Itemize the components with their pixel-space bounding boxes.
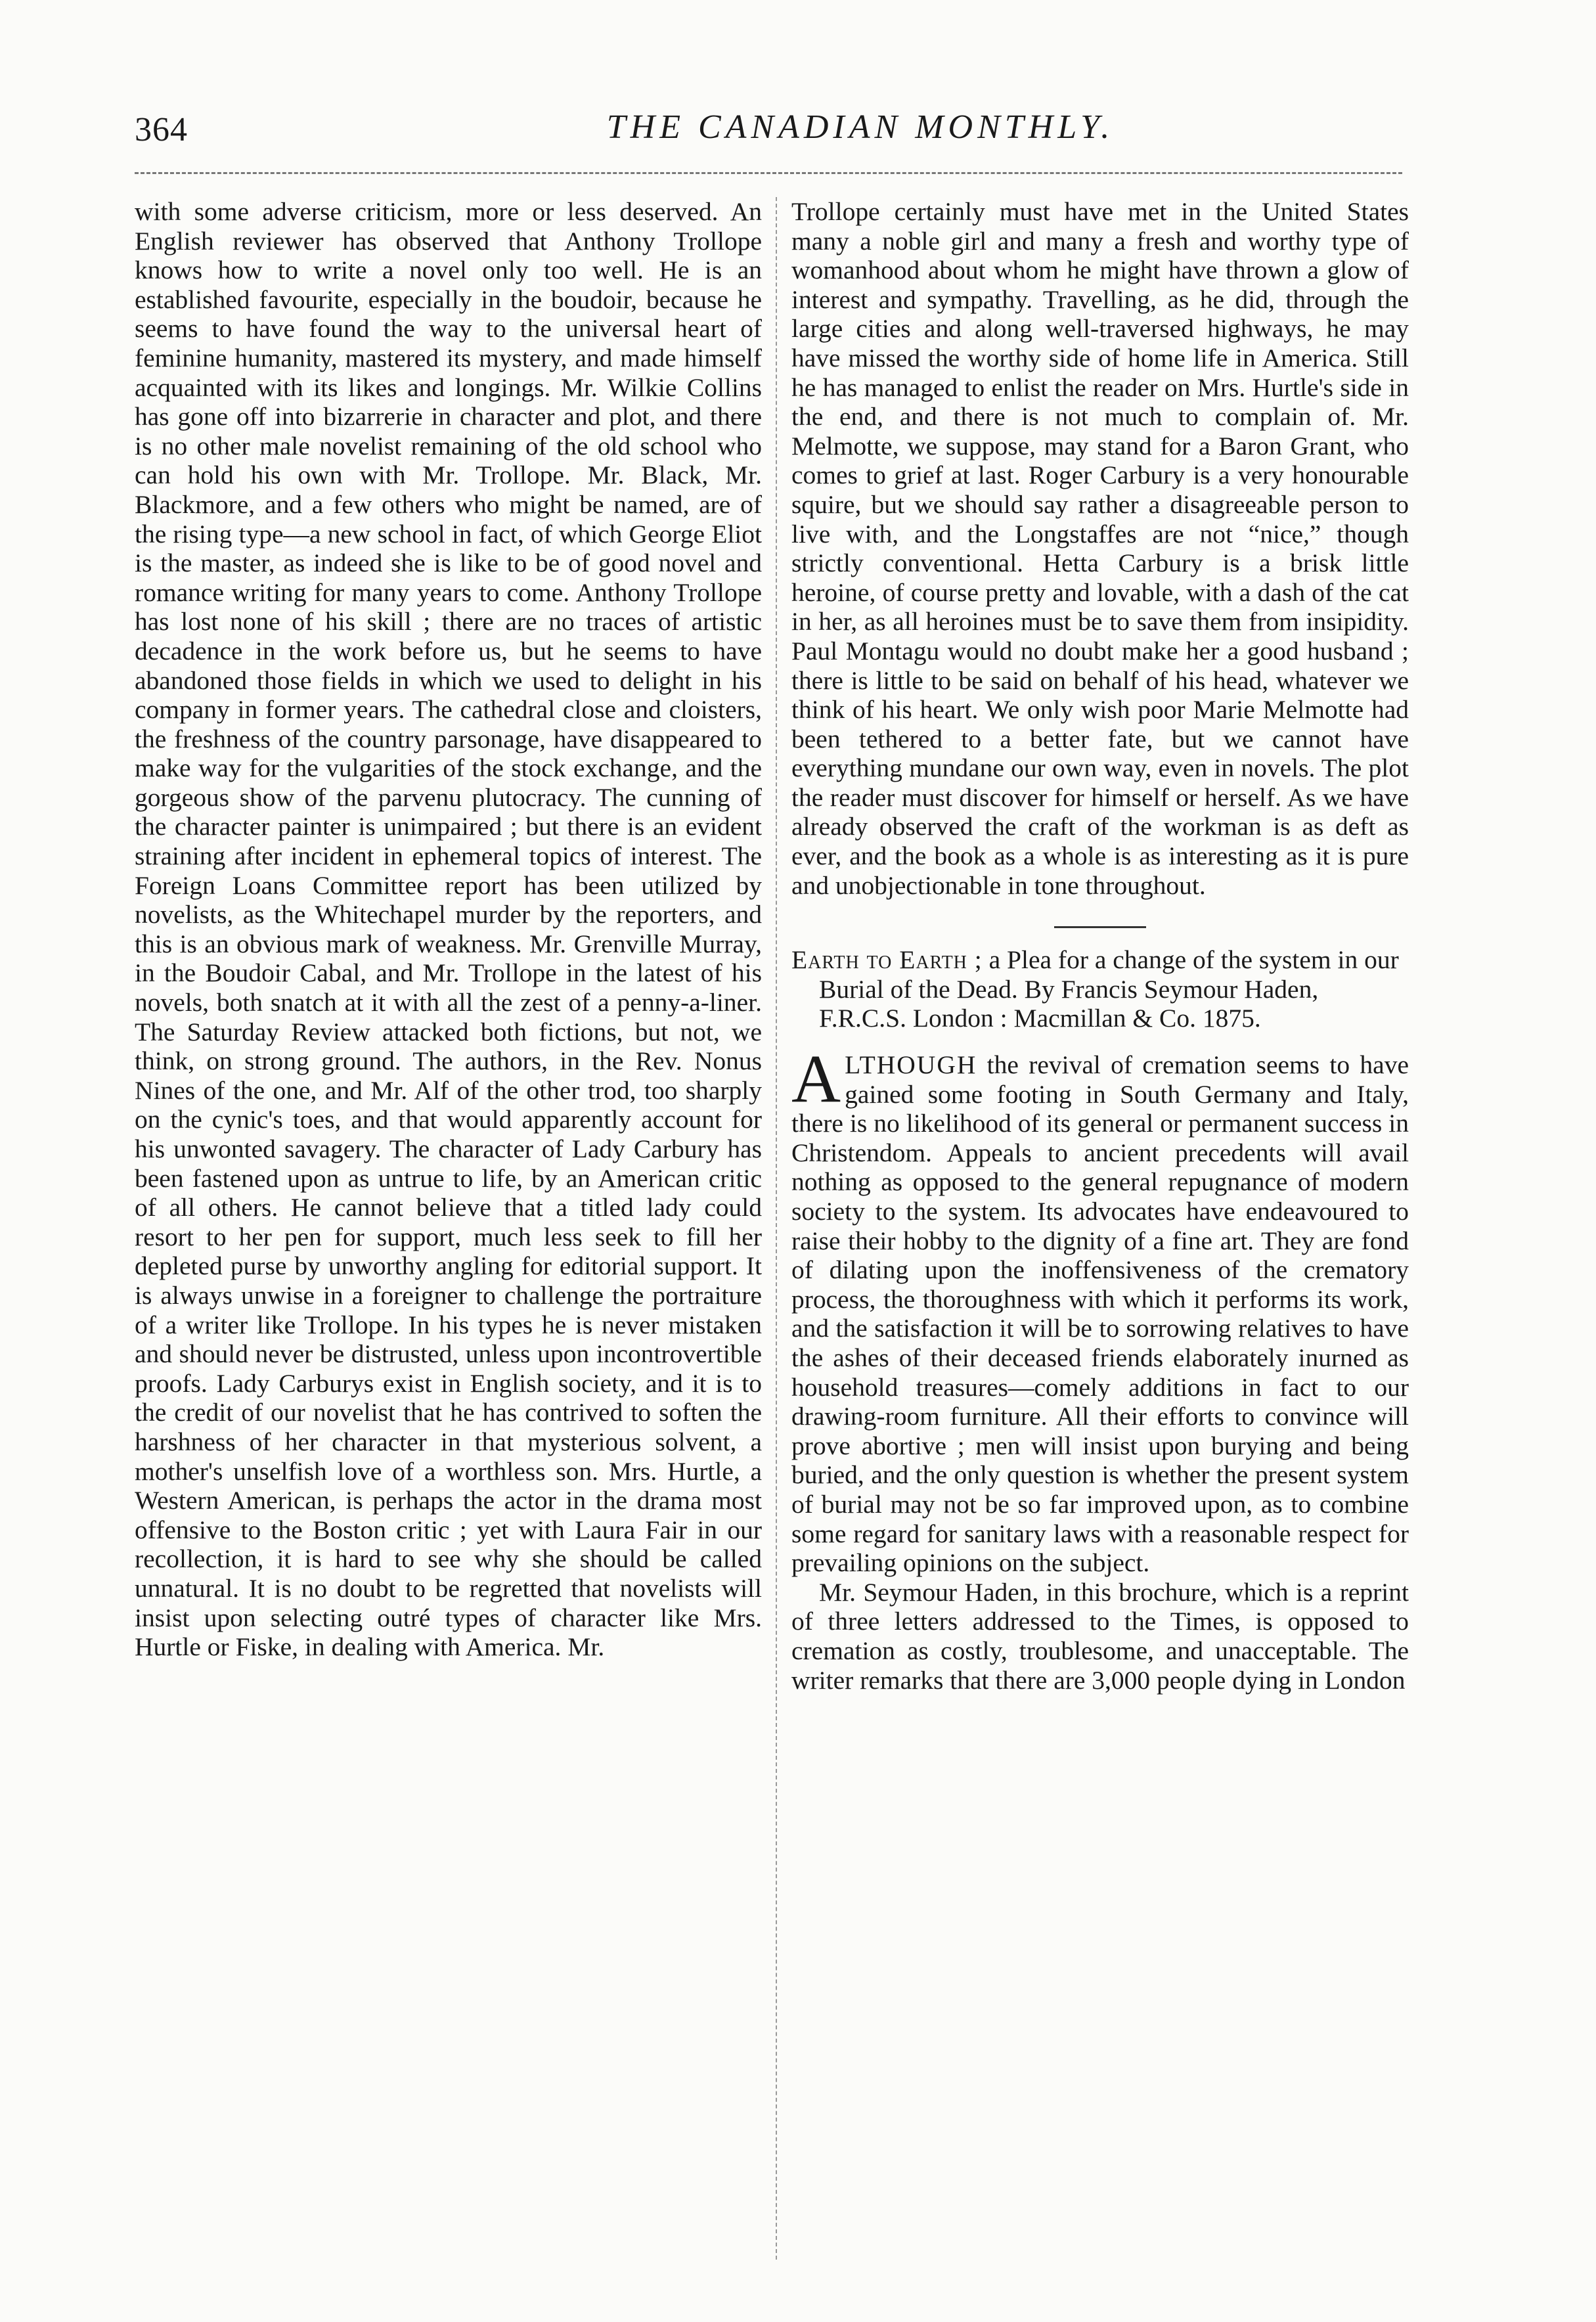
book-title-details: a Plea for a change of the system in our Burial of the Dead. By Francis Seymour Haden, F.R.C.S. London : Macmillan & Co. 1875. (819, 945, 1399, 1033)
drop-cap: A (791, 1041, 841, 1117)
lead-in-caps: LTHOUGH (845, 1050, 977, 1080)
review-paragraph: Mr. Seymour Haden, in this brochure, which is a reprint of three letters addressed to the Times, is opposed to cremation as costly, troublesome, and unacceptable. The writer remarks that there are 3,000 people dying in London (791, 1577, 1409, 1695)
page-number: 364 (135, 111, 188, 148)
left-column (135, 197, 762, 2260)
review-conclusion-paragraph: Trollope certainly must have met in the United States many a noble girl and many a fresh and worthy type of womanhood about whom he might have thrown a glow of interest and sympathy. Travelling, as he did, through the large cities and along well-traversed highways, he may have missed the worthy side of home life in America. Still he has managed to enlist the reader on Mrs. Hurtle's side in the end, and there is not much to complain of. Mr. Melmotte, we suppose, may stand for a Baron Grant, who comes to grief at last. Roger Carbury is a very honourable squire, but we should say rather a disagreeable person to live with, and the Longstaffes are not “nice,” though strictly conventional. Hetta Carbury is a brisk little heroine, of course pretty and lovable, with a dash of the cat in her, as all heroines must be to save them from insipidity. Paul Montagu would no doubt make her a good husband ; there is little to be said on behalf of his head, whatever we think of his heart. We only wish poor Marie Melmotte had been tethered to a better fate, but we cannot have everything mundane our own way, even in novels. The plot the reader must discover for himself or herself. As we have already observed the craft of the workman is as deft as ever, and the book as a whole is as interesting as it is pure and unobjectionable in tone throughout. (791, 197, 1409, 900)
section-divider-rule (1054, 926, 1146, 928)
review-opening-paragraph (791, 1041, 1409, 1578)
right-column (791, 197, 1409, 2260)
running-head: THE CANADIAN MONTHLY. (606, 108, 1115, 146)
opening-paragraph-text: the revival of cremation seems to have gained some footing in South Germany and Italy, there is no likelihood of its general or permanent success in Christendom. Appeals to ancient precedents will avail nothing as opposed to the general repugnance of modern society to the system. Its advocates have endeavoured to raise their hobby to the dignity of a fine art. They are fond of dilating upon the inoffensiveness of the crematory process, the thoroughness with which it performs its work, and the satisfaction it will be to sorrowing relatives to have the ashes of their deceased friends elaborately inurned as household treasures—comely additions in fact to our drawing-room furniture. All their efforts to convince will prove abortive ; men will insist upon burying and being buried, and the only question is whether the present system of burial may not be so far improved upon, as to combine some regard for sanitary laws with a reasonable respect for prevailing opinions on the subject. (791, 1050, 1409, 1578)
review-continuation-paragraph: with some adverse criticism, more or less deserved. An English reviewer has observed that Anthony Trollope knows how to write a novel only too well. He is an established favourite, especially in the boudoir, because he seems to have found the way to the universal heart of feminine humanity, mastered its mystery, and made himself acquainted with its likes and longings. Mr. Wilkie Collins has gone off into bizarrerie in character and plot, and there is no other male novelist remaining of the old school who can hold his own with Mr. Trollope. Mr. Black, Mr. Blackmore, and a few others who might be named, are of the rising type—a new school in fact, of which George Eliot is the master, as indeed she is like to be of good novel and romance writing for many years to come. Anthony Trollope has lost none of his skill ; there are no traces of artistic decadence in the work before us, but he seems to have abandoned those fields in which we used to delight in his company in former years. The cathedral close and cloisters, the freshness of the country parsonage, have disappeared to make way for the vulgarities of the stock exchange, and the gorgeous show of the parvenu plutocracy. The cunning of the character painter is unimpaired ; but there is an evident straining after incident in ephemeral topics of interest. The Foreign Loans Committee report has been utilized by novelists, as the Whitechapel murder by the reporters, and this is an obvious mark of weakness. Mr. Grenville Murray, in the Boudoir Cabal, and Mr. Trollope in the latest of his novels, both snatch at it with all the zest of a penny-a-liner. The Saturday Review attacked both fictions, but not, we think, on strong ground. The authors, in the Rev. Nonus Nines of the one, and Mr. Alf of the other trod, too sharply on the cynic's toes, and that would apparently account for his unwonted savagery. The character of Lady Carbury has been fastened upon as untrue to life, by an American critic of all others. He cannot believe that a titled lady could resort to her pen for support, much less seek to fill her depleted purse by unworthy angling for editorial support. It is always unwise in a foreigner to challenge the portraiture of a writer like Trollope. In his types he is never mistaken and should never be distrusted, unless upon incontrovertible proofs. Lady Carburys exist in English society, and it is to the credit of our novelist that he has contrived to soften the harshness of her character in that mysterious solvent, a mother's unselfish love of a worthless son. Mrs. Hurtle, a Western American, is perhaps the actor in the drama most offensive to the Boston critic ; yet with Laura Fair in our recollection, it is hard to see why she should be called unnatural. It is no doubt to be regretted that novelists will insist upon selecting outré types of character like Mrs. Hurtle or Fiske, in dealing with America. Mr. (135, 197, 762, 1662)
book-title-caps: Earth to Earth ; (791, 945, 983, 975)
column-divider (776, 197, 777, 2260)
header-rule (135, 172, 1402, 174)
page-header (0, 0, 1596, 158)
book-title-heading (791, 945, 1409, 1033)
